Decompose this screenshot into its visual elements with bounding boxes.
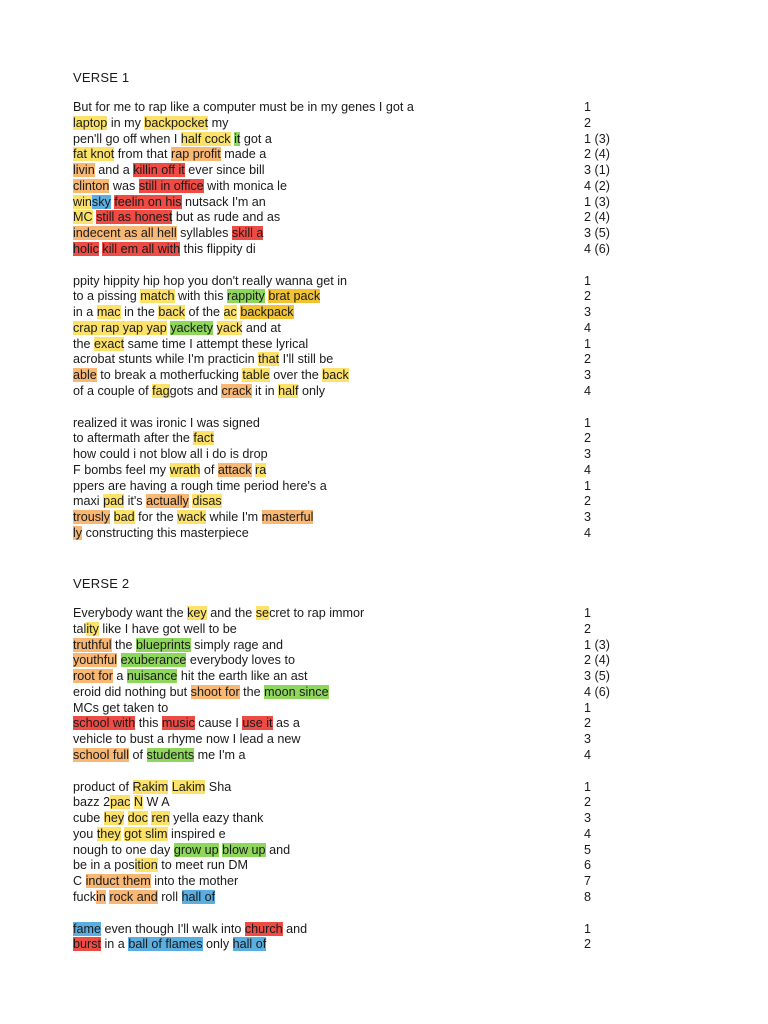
- lyric-text: it's: [124, 494, 147, 509]
- highlighted-rhyme: ition: [134, 858, 158, 873]
- line-number: 4 (2): [584, 178, 610, 193]
- highlighted-rhyme: students: [146, 747, 195, 762]
- lyric-text: over the: [269, 368, 323, 382]
- line-number: 2: [584, 621, 592, 636]
- line-number: 1 (3): [584, 194, 610, 209]
- line-number: 1: [584, 100, 592, 114]
- line-number: 2: [584, 937, 592, 952]
- lyric-line: [73, 368, 349, 384]
- lyric-line: [73, 132, 272, 148]
- lyric-line: [73, 463, 266, 479]
- lyric-line: [73, 653, 295, 669]
- lyric-text: But for me to rap like a computer must be in my genes I got a: [73, 100, 414, 114]
- highlighted-rhyme: exuberance: [120, 653, 187, 668]
- highlighted-rhyme: exact: [94, 336, 125, 351]
- highlighted-rhyme: masterful: [261, 510, 314, 524]
- verse-heading: VERSE 1: [73, 70, 130, 85]
- line-number: 4: [584, 525, 592, 540]
- highlighted-rhyme: grow up: [173, 842, 219, 857]
- lyric-text: as a: [272, 716, 300, 731]
- lyric-line: [73, 669, 308, 685]
- lyric-text: acrobat stunts while I'm practicin: [73, 352, 259, 367]
- line-number: 2: [584, 431, 592, 446]
- line-number: 3 (1): [584, 163, 610, 177]
- highlighted-rhyme: se: [255, 606, 270, 620]
- lyric-text: C: [73, 874, 86, 888]
- line-number: 4: [584, 826, 592, 841]
- highlighted-rhyme: pad: [103, 494, 125, 509]
- highlighted-rhyme: doc: [127, 811, 148, 825]
- lyric-line: [73, 179, 287, 195]
- lyric-text: of: [200, 462, 218, 477]
- lyric-text: my: [208, 115, 229, 130]
- lyric-text: even though I'll walk into: [101, 921, 245, 936]
- lyric-text: nough to one day: [73, 842, 174, 857]
- lyric-line: [73, 701, 168, 717]
- line-number: 1 (3): [584, 637, 610, 652]
- lyric-text: and a: [94, 163, 134, 177]
- highlighted-rhyme: ra: [255, 462, 267, 477]
- line-number: 1: [584, 336, 592, 351]
- line-number: 3: [584, 447, 592, 461]
- highlighted-rhyme: rap profit: [171, 147, 221, 162]
- highlighted-rhyme: win: [73, 194, 92, 209]
- lyric-text: with this: [174, 289, 228, 304]
- highlighted-rhyme: blow up: [222, 842, 266, 857]
- highlighted-rhyme: burst: [73, 937, 101, 952]
- highlighted-rhyme: key: [187, 606, 207, 620]
- highlighted-rhyme: able: [73, 368, 97, 382]
- lyric-text: and the: [206, 606, 256, 620]
- line-number: 4 (6): [584, 241, 610, 256]
- lyric-text: same time I attempt these lyrical: [124, 336, 309, 351]
- lyric-line: [73, 510, 313, 526]
- highlighted-rhyme: laptop: [73, 115, 108, 130]
- lyric-text: pen'll go off when I: [73, 131, 181, 146]
- highlighted-rhyme: bad: [113, 510, 135, 524]
- lyric-text: to a pissing: [73, 289, 141, 304]
- highlighted-rhyme: got slim: [124, 826, 168, 841]
- line-number: 2: [584, 795, 592, 810]
- highlighted-rhyme: backpocket: [144, 115, 209, 130]
- lyric-line: [73, 890, 215, 906]
- lyric-text: got a: [240, 131, 272, 146]
- lyric-text: syllables: [176, 226, 232, 240]
- line-number: 4: [584, 320, 592, 335]
- lyric-line: [73, 622, 237, 638]
- highlighted-rhyme: table: [242, 368, 270, 382]
- lyric-line: [73, 526, 249, 542]
- highlighted-rhyme: music: [161, 716, 195, 731]
- lyric-text: nutsack I'm an: [181, 194, 266, 209]
- highlighted-rhyme: hall of: [232, 937, 267, 952]
- highlighted-rhyme: ity: [86, 621, 99, 636]
- lyric-line: [73, 305, 294, 321]
- highlighted-rhyme: ac: [223, 305, 237, 319]
- lyric-text: everybody loves to: [186, 653, 295, 668]
- line-number: 2 (4): [584, 210, 610, 225]
- line-number: 3: [584, 811, 592, 825]
- highlighted-rhyme: mac: [96, 305, 121, 319]
- highlighted-rhyme: sky: [91, 194, 111, 209]
- line-number: 2: [584, 115, 592, 130]
- highlighted-rhyme: killin off it: [133, 163, 185, 177]
- lyric-text: only: [298, 383, 326, 398]
- highlighted-rhyme: wrath: [169, 462, 201, 477]
- lyric-text: this flippity di: [180, 241, 256, 256]
- lyric-text: but as rude and as: [172, 210, 281, 225]
- lyric-text: MCs get taken to: [73, 700, 169, 715]
- highlighted-rhyme: truthful: [73, 637, 112, 652]
- lyric-text: me I'm a: [194, 747, 246, 762]
- lyric-text: while I'm: [206, 510, 262, 524]
- lyric-line: [73, 447, 268, 463]
- highlighted-rhyme: still in office: [138, 178, 204, 193]
- lyric-line: [73, 937, 266, 953]
- lyric-text: constructing this masterpiece: [82, 525, 249, 540]
- highlighted-rhyme: trously: [73, 510, 111, 524]
- highlighted-rhyme: backpack: [240, 305, 294, 319]
- highlighted-rhyme: disas: [192, 494, 222, 509]
- lyric-text: cret to rap immor: [269, 606, 365, 620]
- lyric-line: [73, 147, 266, 163]
- lyric-line: [73, 843, 290, 859]
- line-number: 3: [584, 732, 592, 746]
- line-number: 3: [584, 305, 592, 319]
- lyric-text: this: [135, 716, 162, 731]
- lyric-line: [73, 827, 226, 843]
- line-number: 1: [584, 273, 592, 288]
- highlighted-rhyme: yackety: [170, 320, 214, 335]
- lyric-text: be in a pos: [73, 858, 135, 873]
- lyric-line: [73, 811, 263, 827]
- lyric-line: [73, 100, 414, 116]
- lyric-text: product of: [73, 779, 133, 794]
- line-number: 1: [584, 700, 592, 715]
- highlighted-rhyme: Lakim: [171, 779, 206, 794]
- lyric-text: to break a motherfucking: [96, 368, 243, 382]
- lyric-text: a: [112, 669, 127, 683]
- line-number: 4 (6): [584, 684, 610, 699]
- highlighted-rhyme: still as honest: [96, 210, 173, 225]
- line-number: 7: [584, 874, 592, 888]
- lyric-text: it in: [251, 383, 279, 398]
- highlighted-rhyme: fag: [152, 383, 170, 398]
- lyric-text: in my: [107, 115, 145, 130]
- line-number: 1: [584, 921, 592, 936]
- lyric-text: and: [265, 842, 291, 857]
- lyric-line: [73, 431, 214, 447]
- lyric-text: realized it was ironic I was signed: [73, 415, 260, 430]
- lyric-text: [213, 321, 217, 335]
- lyric-line: [73, 479, 327, 495]
- lyric-line: [73, 384, 325, 400]
- line-number: 4: [584, 747, 592, 762]
- line-number: 1 (3): [584, 131, 610, 146]
- lyric-text: the: [73, 336, 95, 351]
- highlighted-rhyme: Rakim: [132, 779, 169, 794]
- highlighted-rhyme: ball of flames: [128, 937, 203, 952]
- lyric-text: W A: [143, 795, 170, 810]
- highlighted-rhyme: back: [158, 305, 186, 319]
- lyric-text: made a: [220, 147, 267, 162]
- highlighted-rhyme: shoot for: [190, 684, 240, 699]
- highlighted-rhyme: church: [244, 921, 283, 936]
- lyric-text: from that: [114, 147, 172, 162]
- lyric-text: for the: [134, 510, 178, 524]
- lyric-text: simply rage and: [190, 637, 284, 652]
- highlighted-rhyme: root for: [73, 669, 113, 683]
- highlighted-rhyme: brat pack: [268, 289, 321, 304]
- lyric-text: how could i not blow all i do is drop: [73, 447, 268, 461]
- lyric-text: eroid did nothing but: [73, 684, 191, 699]
- highlighted-rhyme: kill em all with: [102, 241, 181, 256]
- lyric-text: into the mother: [150, 874, 239, 888]
- lyric-line: [73, 874, 238, 890]
- lyric-text: F bombs feel my: [73, 462, 170, 477]
- lyric-line: [73, 795, 170, 811]
- highlighted-rhyme: use it: [242, 716, 273, 731]
- lyric-line: [73, 116, 228, 132]
- lyric-text: and at: [242, 320, 281, 335]
- highlighted-rhyme: fame: [73, 921, 101, 936]
- highlighted-rhyme: fact: [193, 431, 214, 446]
- highlighted-rhyme: match: [140, 289, 175, 304]
- lyric-line: [73, 242, 256, 258]
- line-number: 1: [584, 415, 592, 430]
- highlighted-rhyme: moon since: [264, 684, 329, 699]
- lyric-text: fuck: [73, 889, 97, 904]
- highlighted-rhyme: it: [234, 131, 241, 146]
- lyric-text: gots and: [169, 383, 222, 398]
- lyric-text: of: [129, 747, 147, 762]
- highlighted-rhyme: that: [258, 352, 280, 367]
- highlighted-rhyme: in: [96, 889, 106, 904]
- highlighted-rhyme: yack: [216, 320, 243, 335]
- lyric-text: with monica le: [203, 178, 287, 193]
- lyric-text: tal: [73, 621, 87, 636]
- line-number: 2 (4): [584, 147, 610, 162]
- verse-heading: VERSE 2: [73, 576, 130, 591]
- lyric-text: the: [239, 684, 265, 699]
- highlighted-rhyme: holic: [73, 241, 99, 256]
- lyric-line: [73, 922, 307, 938]
- lyric-text: to aftermath after the: [73, 431, 194, 446]
- lyric-line: [73, 606, 364, 622]
- line-number: 2: [584, 716, 592, 731]
- line-number: 3 (5): [584, 226, 610, 240]
- lyric-line: [73, 210, 280, 226]
- line-number: 2: [584, 352, 592, 367]
- lyric-line: [73, 163, 265, 179]
- line-number: 1: [584, 606, 592, 620]
- lyric-text: ppers are having a rough time period here's a: [73, 478, 327, 493]
- highlighted-rhyme: half cock: [180, 131, 231, 146]
- lyric-text: Sha: [205, 779, 232, 794]
- highlighted-rhyme: ly: [73, 525, 83, 540]
- lyric-text: of a couple of: [73, 383, 153, 398]
- highlighted-rhyme: hey: [103, 811, 125, 825]
- highlighted-rhyme: N: [133, 795, 144, 810]
- line-number: 4: [584, 383, 592, 398]
- highlighted-rhyme: indecent as all hell: [73, 226, 177, 240]
- lyric-line: [73, 716, 300, 732]
- lyric-text: in a: [101, 937, 129, 952]
- lyric-text: the: [111, 637, 137, 652]
- lyric-line: [73, 416, 260, 432]
- lyric-text: in the: [120, 305, 159, 319]
- lyric-text: of the: [185, 305, 224, 319]
- lyric-line: [73, 352, 333, 368]
- highlighted-rhyme: wack: [177, 510, 207, 524]
- lyric-line: [73, 780, 231, 796]
- highlighted-rhyme: rappity: [227, 289, 265, 304]
- lyric-text: yella eazy thank: [169, 811, 264, 825]
- highlighted-rhyme: skill a: [231, 226, 264, 240]
- lyric-text: cause I: [194, 716, 243, 731]
- highlighted-rhyme: hall of: [181, 889, 216, 904]
- lyric-text: roll: [157, 889, 182, 904]
- highlighted-rhyme: half: [278, 383, 299, 398]
- line-number: 4: [584, 462, 592, 477]
- line-number: 2: [584, 494, 592, 509]
- lyric-line: [73, 337, 308, 353]
- lyric-text: to meet run DM: [157, 858, 249, 873]
- line-number: 6: [584, 858, 592, 873]
- highlighted-rhyme: clinton: [73, 178, 110, 193]
- line-number: 3 (5): [584, 669, 610, 683]
- lyric-text: ever since bill: [184, 163, 265, 177]
- highlighted-rhyme: youthful: [73, 653, 118, 668]
- lyric-line: [73, 274, 347, 290]
- lyric-line: [73, 289, 320, 305]
- lyric-line: [73, 226, 263, 242]
- lyric-line: [73, 685, 329, 701]
- lyric-line: [73, 858, 248, 874]
- lyric-line: [73, 321, 281, 337]
- lyric-line: [73, 732, 301, 748]
- highlighted-rhyme: induct them: [85, 874, 151, 888]
- line-number: 3: [584, 510, 592, 524]
- lyric-text: you: [73, 826, 97, 841]
- lyric-line: [73, 748, 246, 764]
- lyric-text: only: [202, 937, 233, 952]
- line-number: 1: [584, 779, 592, 794]
- highlighted-rhyme: fat knot: [73, 147, 115, 162]
- highlighted-rhyme: blueprints: [136, 637, 191, 652]
- lyric-text: and: [282, 921, 308, 936]
- lyric-text: maxi: [73, 494, 104, 509]
- highlighted-rhyme: school with: [73, 716, 136, 731]
- line-number: 2: [584, 289, 592, 304]
- lyric-text: cube: [73, 811, 104, 825]
- lyric-text: Everybody want the: [73, 606, 188, 620]
- highlighted-rhyme: livin: [73, 163, 95, 177]
- highlighted-rhyme: rock and: [109, 889, 158, 904]
- lyric-text: was: [109, 178, 139, 193]
- lyric-text: ppity hippity hip hop you don't really wanna get in: [73, 273, 348, 288]
- lyric-text: I'll still be: [279, 352, 334, 367]
- highlighted-rhyme: ren: [151, 811, 170, 825]
- highlighted-rhyme: back: [322, 368, 349, 382]
- lyric-text: hit the earth like an ast: [177, 669, 308, 683]
- line-number: 1: [584, 478, 592, 493]
- lyric-text: vehicle to bust a rhyme now I lead a new: [73, 732, 301, 746]
- lyric-text: in a: [73, 305, 97, 319]
- lyric-text: like I have got well to be: [98, 621, 237, 636]
- lyric-line: [73, 195, 266, 211]
- highlighted-rhyme: crap rap yap yap: [73, 320, 167, 335]
- highlighted-rhyme: pac: [110, 795, 131, 810]
- highlighted-rhyme: they: [96, 826, 121, 841]
- highlighted-rhyme: attack: [217, 462, 252, 477]
- highlighted-rhyme: crack: [221, 383, 252, 398]
- highlighted-rhyme: actually: [146, 494, 189, 509]
- lyric-text: bazz 2: [73, 795, 111, 810]
- highlighted-rhyme: feelin on his: [114, 194, 182, 209]
- line-number: 2 (4): [584, 653, 610, 668]
- lyric-text: inspired e: [167, 826, 226, 841]
- lyric-line: [73, 494, 222, 510]
- lyric-line: [73, 638, 283, 654]
- highlighted-rhyme: school full: [73, 747, 130, 762]
- highlighted-rhyme: nuisance: [126, 669, 178, 683]
- line-number: 5: [584, 842, 592, 857]
- highlighted-rhyme: MC: [73, 210, 93, 225]
- line-number: 3: [584, 368, 592, 382]
- line-number: 8: [584, 889, 592, 904]
